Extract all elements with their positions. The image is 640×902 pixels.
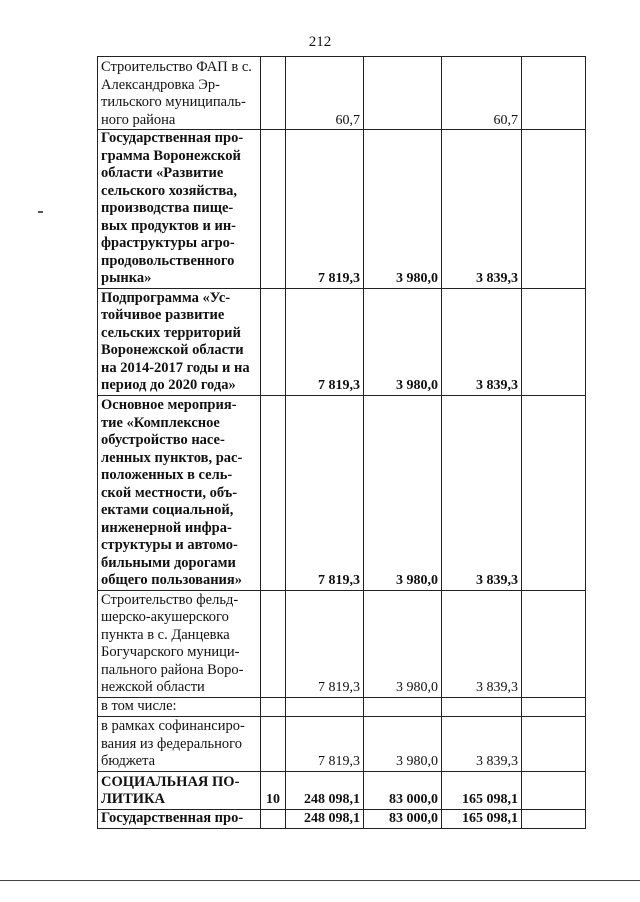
row-code [261,130,286,289]
table-row [98,716,586,771]
row-name: в рамках софинансиро-вания из федерального бюджета [98,716,261,771]
row-value-2: 83 000,0 [364,771,442,809]
row-code [261,57,286,130]
bottom-rule [0,880,640,881]
row-code [261,590,286,697]
row-value-2: 3 980,0 [364,288,442,395]
row-value-4 [522,395,586,590]
row-value-3: 3 839,3 [442,288,522,395]
row-value-4 [522,716,586,771]
row-code [261,288,286,395]
row-value-1: 7 819,3 [286,590,364,697]
row-code: 10 [261,771,286,809]
page-number: 212 [308,34,332,50]
row-value-2: 3 980,0 [364,716,442,771]
row-value-1: 7 819,3 [286,288,364,395]
row-value-4 [522,57,586,130]
row-value-4 [522,697,586,716]
row-value-4 [522,288,586,395]
row-value-3: 60,7 [442,57,522,130]
row-value-1: 248 098,1 [286,771,364,809]
row-value-2 [364,57,442,130]
row-name: в том числе: [98,697,261,716]
table-row [98,697,586,716]
row-name: Государственная про-грамма Воронежской области «Развитие сельского хозяйства, производства пище-вых продуктов и ин-фраструктуры агро-продовольственного рынка» [98,130,261,289]
row-name: Подпрограмма «Ус-тойчивое развитие сельских территорий Воронежской области на 2014-2017 годы и на период до 2020 года» [98,288,261,395]
row-value-2: 3 980,0 [364,130,442,289]
table-row [98,288,586,395]
row-code [261,395,286,590]
row-name: Строительство фельд-шерско-акушерского пункта в с. Данцевка Богучарского муници-пального района Воро-нежской области [98,590,261,697]
table-row [98,130,586,289]
row-name: Основное мероприя-тие «Комплексное обустройство насе-ленных пунктов, рас-положенных в сель-ской местности, объ-ектами социальной, инженерной инфра-структуры и автомо-бильными дорогами общего пользования» [98,395,261,590]
row-value-3: 3 839,3 [442,716,522,771]
row-value-4 [522,809,586,828]
table-row [98,590,586,697]
row-value-2: 83 000,0 [364,809,442,828]
row-code [261,697,286,716]
row-name: СОЦИАЛЬНАЯ ПО-ЛИТИКА [98,771,261,809]
row-value-2 [364,697,442,716]
row-value-1: 7 819,3 [286,716,364,771]
row-value-1: 7 819,3 [286,130,364,289]
row-value-4 [522,130,586,289]
table-row [98,771,586,809]
stray-mark [38,211,43,213]
row-value-4 [522,590,586,697]
row-value-3: 3 839,3 [442,395,522,590]
row-value-3: 3 839,3 [442,590,522,697]
table-row [98,395,586,590]
row-value-3: 165 098,1 [442,771,522,809]
row-code [261,716,286,771]
table-row [98,809,586,828]
row-value-4 [522,771,586,809]
row-name: Строительство ФАП в с. Александровка Эр-тильского муниципаль-ного района [98,57,261,130]
row-name: Государственная про- [98,809,261,828]
row-value-3: 165 098,1 [442,809,522,828]
budget-table [97,56,586,829]
table-row [98,57,586,130]
row-value-1: 248 098,1 [286,809,364,828]
row-value-3: 3 839,3 [442,130,522,289]
row-value-1 [286,697,364,716]
row-value-2: 3 980,0 [364,395,442,590]
row-value-1: 7 819,3 [286,395,364,590]
row-value-1: 60,7 [286,57,364,130]
row-code [261,809,286,828]
row-value-2: 3 980,0 [364,590,442,697]
row-value-3 [442,697,522,716]
